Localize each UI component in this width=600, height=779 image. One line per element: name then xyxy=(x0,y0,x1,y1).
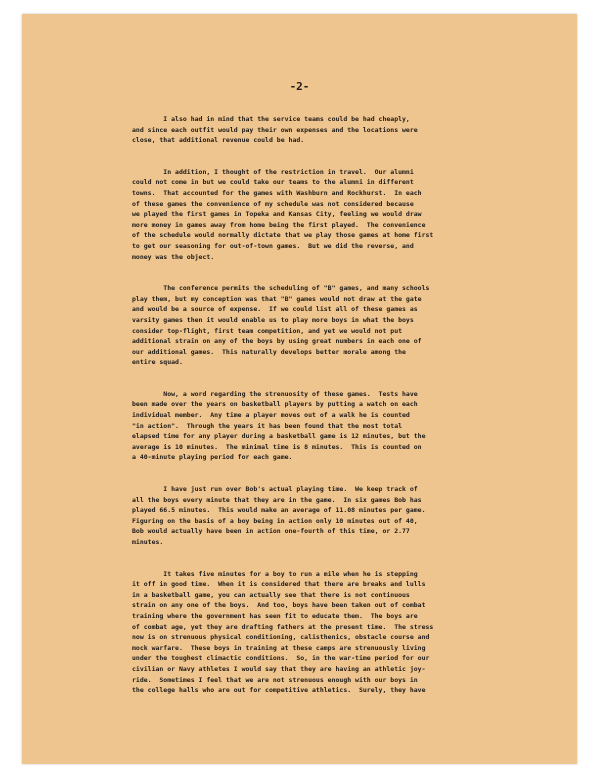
document-page xyxy=(22,14,577,764)
paragraph-b-games: The conference permits the scheduling of "B" games, and many schools play them, but my conception was that "B" games would not draw at the gate and would be a source of expense. If we could list all of these games as varsity games then it would enable us to play more boys in what the boys consider top-flight, first team competition, and yet we would not put additional strain on any of the boys by using great numbers in each one of our additional games. This naturally develops better morale among the entire squad. xyxy=(132,284,430,367)
letter-body xyxy=(132,114,487,717)
paragraph-strenuosity: Now, a word regarding the strenuosity of these games. Tests have been made over the years on basketball players by putting a watch on each individual member. Any time a player moves out of a walk he is counted "in action". Through the years it has been found that the most total elapsed time for any player during a basketball game is 12 minutes, but the average is 10 minutes. The minimal time is 8 minutes. This is counted on a 40-minute playing period for each game. xyxy=(132,389,426,462)
paragraph-travel-restriction: In addition, I thought of the restriction in travel. Our alumni could not come in but we could take our teams to the alumni in different towns. That accounted for the games with Washburn and Rockhurst. In each of these games the convenience of my schedule was not considered because we played the first games in Topeka and Kansas City, feeling we would draw more money in games away from home being the first played. The convenience of the schedule would normally dictate that we play those games at home first to get our seasoning for out-of-town games. But we did the reverse, and money was the object. xyxy=(132,167,434,261)
paragraph-running-a-mile: It takes five minutes for a boy to run a mile when he is stepping it off in good time. When it is considered that there are breaks and lulls in a basketball game, you can actually see that there is not continuous strain on any one of the boys. And too, boys have been taken out of combat training where the government has seen fit to educate them. The boys are of combat age, yet they are drafting fathers at the present time. The stress now is on strenuous physical conditioning, calisthenics, obstacle course and mock warfare. These boys in training at these camps are strenuously living under the toughest climactic conditions. So, in the war-time period for our civilian or Navy athletes I would say that they are having an athletic joy- ride. Sometimes I feel that we are not strenuous enough with our boys in the college halls who are out for competitive athletics. Surely, they have xyxy=(132,569,434,695)
paragraph-bob-playing-time: I have just run over Bob's actual playing time. We keep track of all the boys every minute that they are in the game. In six games Bob has played 66.5 minutes. This would make an average of 11.08 minutes per game. Figuring on the basis of a boy being in action only 10 minutes out of 40, Bob would actually have been in action one-fourth of this time, or 2.77 minutes. xyxy=(132,485,426,546)
paragraph-service-teams: I also had in mind that the service teams could be had cheaply, and since each outfit would pay their own expenses and the locations were close, that additional revenue could be had. xyxy=(132,115,418,145)
page-number: -2- xyxy=(289,80,310,93)
